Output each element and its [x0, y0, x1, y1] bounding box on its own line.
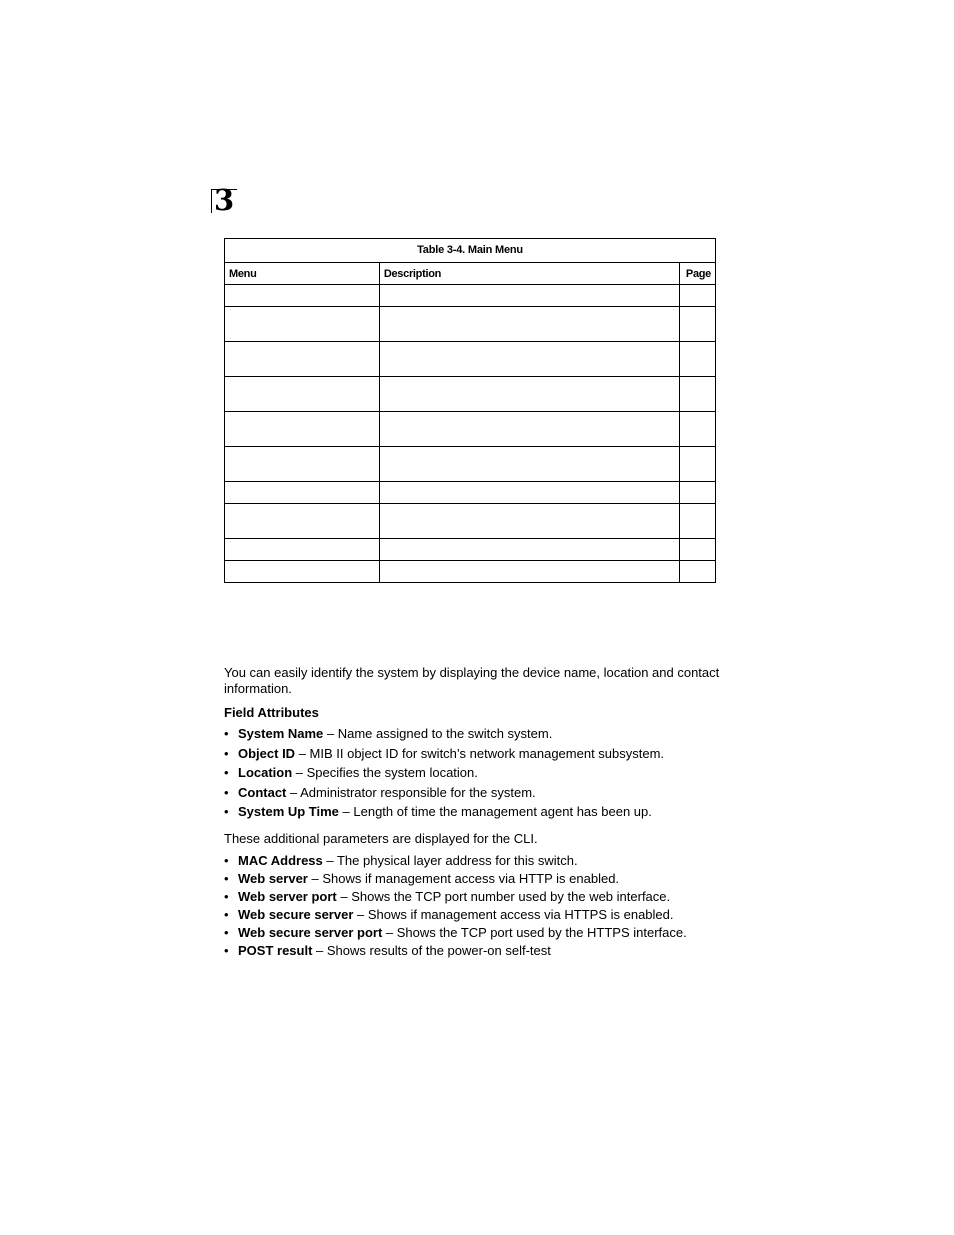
cell-page — [680, 342, 716, 377]
cell-menu — [225, 377, 380, 412]
cell-description — [379, 504, 679, 539]
field-text: – Shows the TCP port number used by the web interface. — [336, 889, 671, 904]
cell-description — [379, 342, 679, 377]
table-row — [225, 377, 716, 412]
field-term: Web server — [238, 871, 308, 886]
bullet-icon: • — [224, 804, 229, 820]
table-caption: Table 3-4. Main Menu — [224, 238, 716, 262]
field-text: – Administrator responsible for the system. — [286, 784, 536, 800]
field-text: – Length of time the management agent has been up. — [338, 804, 652, 820]
field-text: – Shows results of the power-on self-test — [312, 943, 551, 958]
table-row — [225, 539, 716, 561]
field-term: Contact — [238, 784, 287, 800]
cell-menu — [225, 285, 380, 307]
cell-description — [379, 412, 679, 447]
field-term: Web server port — [238, 889, 337, 904]
cell-menu — [225, 561, 380, 583]
field-term: POST result — [238, 943, 313, 958]
field-term: Object ID — [238, 745, 296, 761]
table-row — [225, 285, 716, 307]
table-row — [225, 482, 716, 504]
list-item — [224, 765, 744, 785]
bullet-icon: • — [224, 871, 229, 886]
table-row — [225, 342, 716, 377]
cell-page — [680, 504, 716, 539]
list-item — [224, 925, 744, 943]
bullet-icon: • — [224, 925, 229, 940]
field-term: Web secure server — [238, 907, 354, 922]
bullet-icon: • — [224, 726, 229, 741]
field-text: – MIB II object ID for switch’s network management subsystem. — [295, 745, 665, 761]
field-text: – Name assigned to the switch system. — [323, 726, 553, 741]
table-row — [225, 447, 716, 482]
bullet-icon: • — [224, 784, 229, 800]
cell-menu — [225, 539, 380, 561]
field-text: – Shows if management access via HTTPS is enabled. — [353, 907, 674, 922]
list-item — [224, 907, 744, 925]
bullet-icon: • — [224, 765, 229, 781]
list-item — [224, 785, 744, 805]
header-description: Description — [379, 263, 679, 285]
list-item — [224, 726, 744, 746]
list-item — [224, 889, 744, 907]
list-item — [224, 943, 744, 961]
cell-menu — [225, 504, 380, 539]
cell-menu — [225, 447, 380, 482]
field-term: System Up Time — [238, 804, 339, 820]
field-text: – Shows if management access via HTTP is enabled. — [307, 871, 620, 886]
cell-page — [680, 447, 716, 482]
field-term: Location — [238, 765, 293, 781]
cell-description — [379, 447, 679, 482]
list-item — [224, 853, 744, 871]
bullet-icon: • — [224, 889, 229, 904]
cli-parameters-list — [224, 853, 744, 961]
cell-description — [379, 482, 679, 504]
field-term: MAC Address — [238, 853, 323, 868]
header-page: Page — [680, 263, 716, 285]
field-text: – The physical layer address for this switch. — [322, 853, 578, 868]
field-text: – Specifies the system location. — [292, 765, 478, 781]
cell-page — [680, 377, 716, 412]
table-header-row — [225, 263, 716, 285]
cell-description — [379, 377, 679, 412]
table-row — [225, 561, 716, 583]
cell-menu — [225, 307, 380, 342]
header-menu: Menu — [225, 263, 380, 285]
field-term: Web secure server port — [238, 925, 383, 940]
bullet-icon: • — [224, 943, 229, 958]
table-row — [225, 504, 716, 539]
field-attributes-list — [224, 726, 744, 824]
cell-page — [680, 412, 716, 447]
cell-page — [680, 482, 716, 504]
cell-description — [379, 561, 679, 583]
bullet-icon: • — [224, 907, 229, 922]
field-text: – Shows the TCP port used by the HTTPS interface. — [382, 925, 687, 940]
main-menu-table — [224, 238, 716, 583]
chapter-number: 3 — [214, 183, 235, 217]
field-term: System Name — [238, 726, 324, 741]
cell-page — [680, 539, 716, 561]
bullet-icon: • — [224, 745, 229, 761]
field-attributes-heading: Field Attributes — [224, 705, 319, 720]
cell-menu — [225, 412, 380, 447]
cell-description — [379, 285, 679, 307]
cell-menu — [225, 342, 380, 377]
cell-description — [379, 307, 679, 342]
cell-description — [379, 539, 679, 561]
cli-note-paragraph: These additional parameters are displayed for the CLI. — [224, 831, 538, 846]
list-item — [224, 804, 744, 824]
bullet-icon: • — [224, 853, 229, 868]
table-row — [225, 307, 716, 342]
table-row — [225, 412, 716, 447]
cell-page — [680, 285, 716, 307]
cell-menu — [225, 482, 380, 504]
intro-paragraph: You can easily identify the system by displaying the device name, location and contact information. — [224, 665, 720, 696]
cell-page — [680, 561, 716, 583]
list-item — [224, 871, 744, 889]
list-item — [224, 746, 744, 766]
cell-page — [680, 307, 716, 342]
